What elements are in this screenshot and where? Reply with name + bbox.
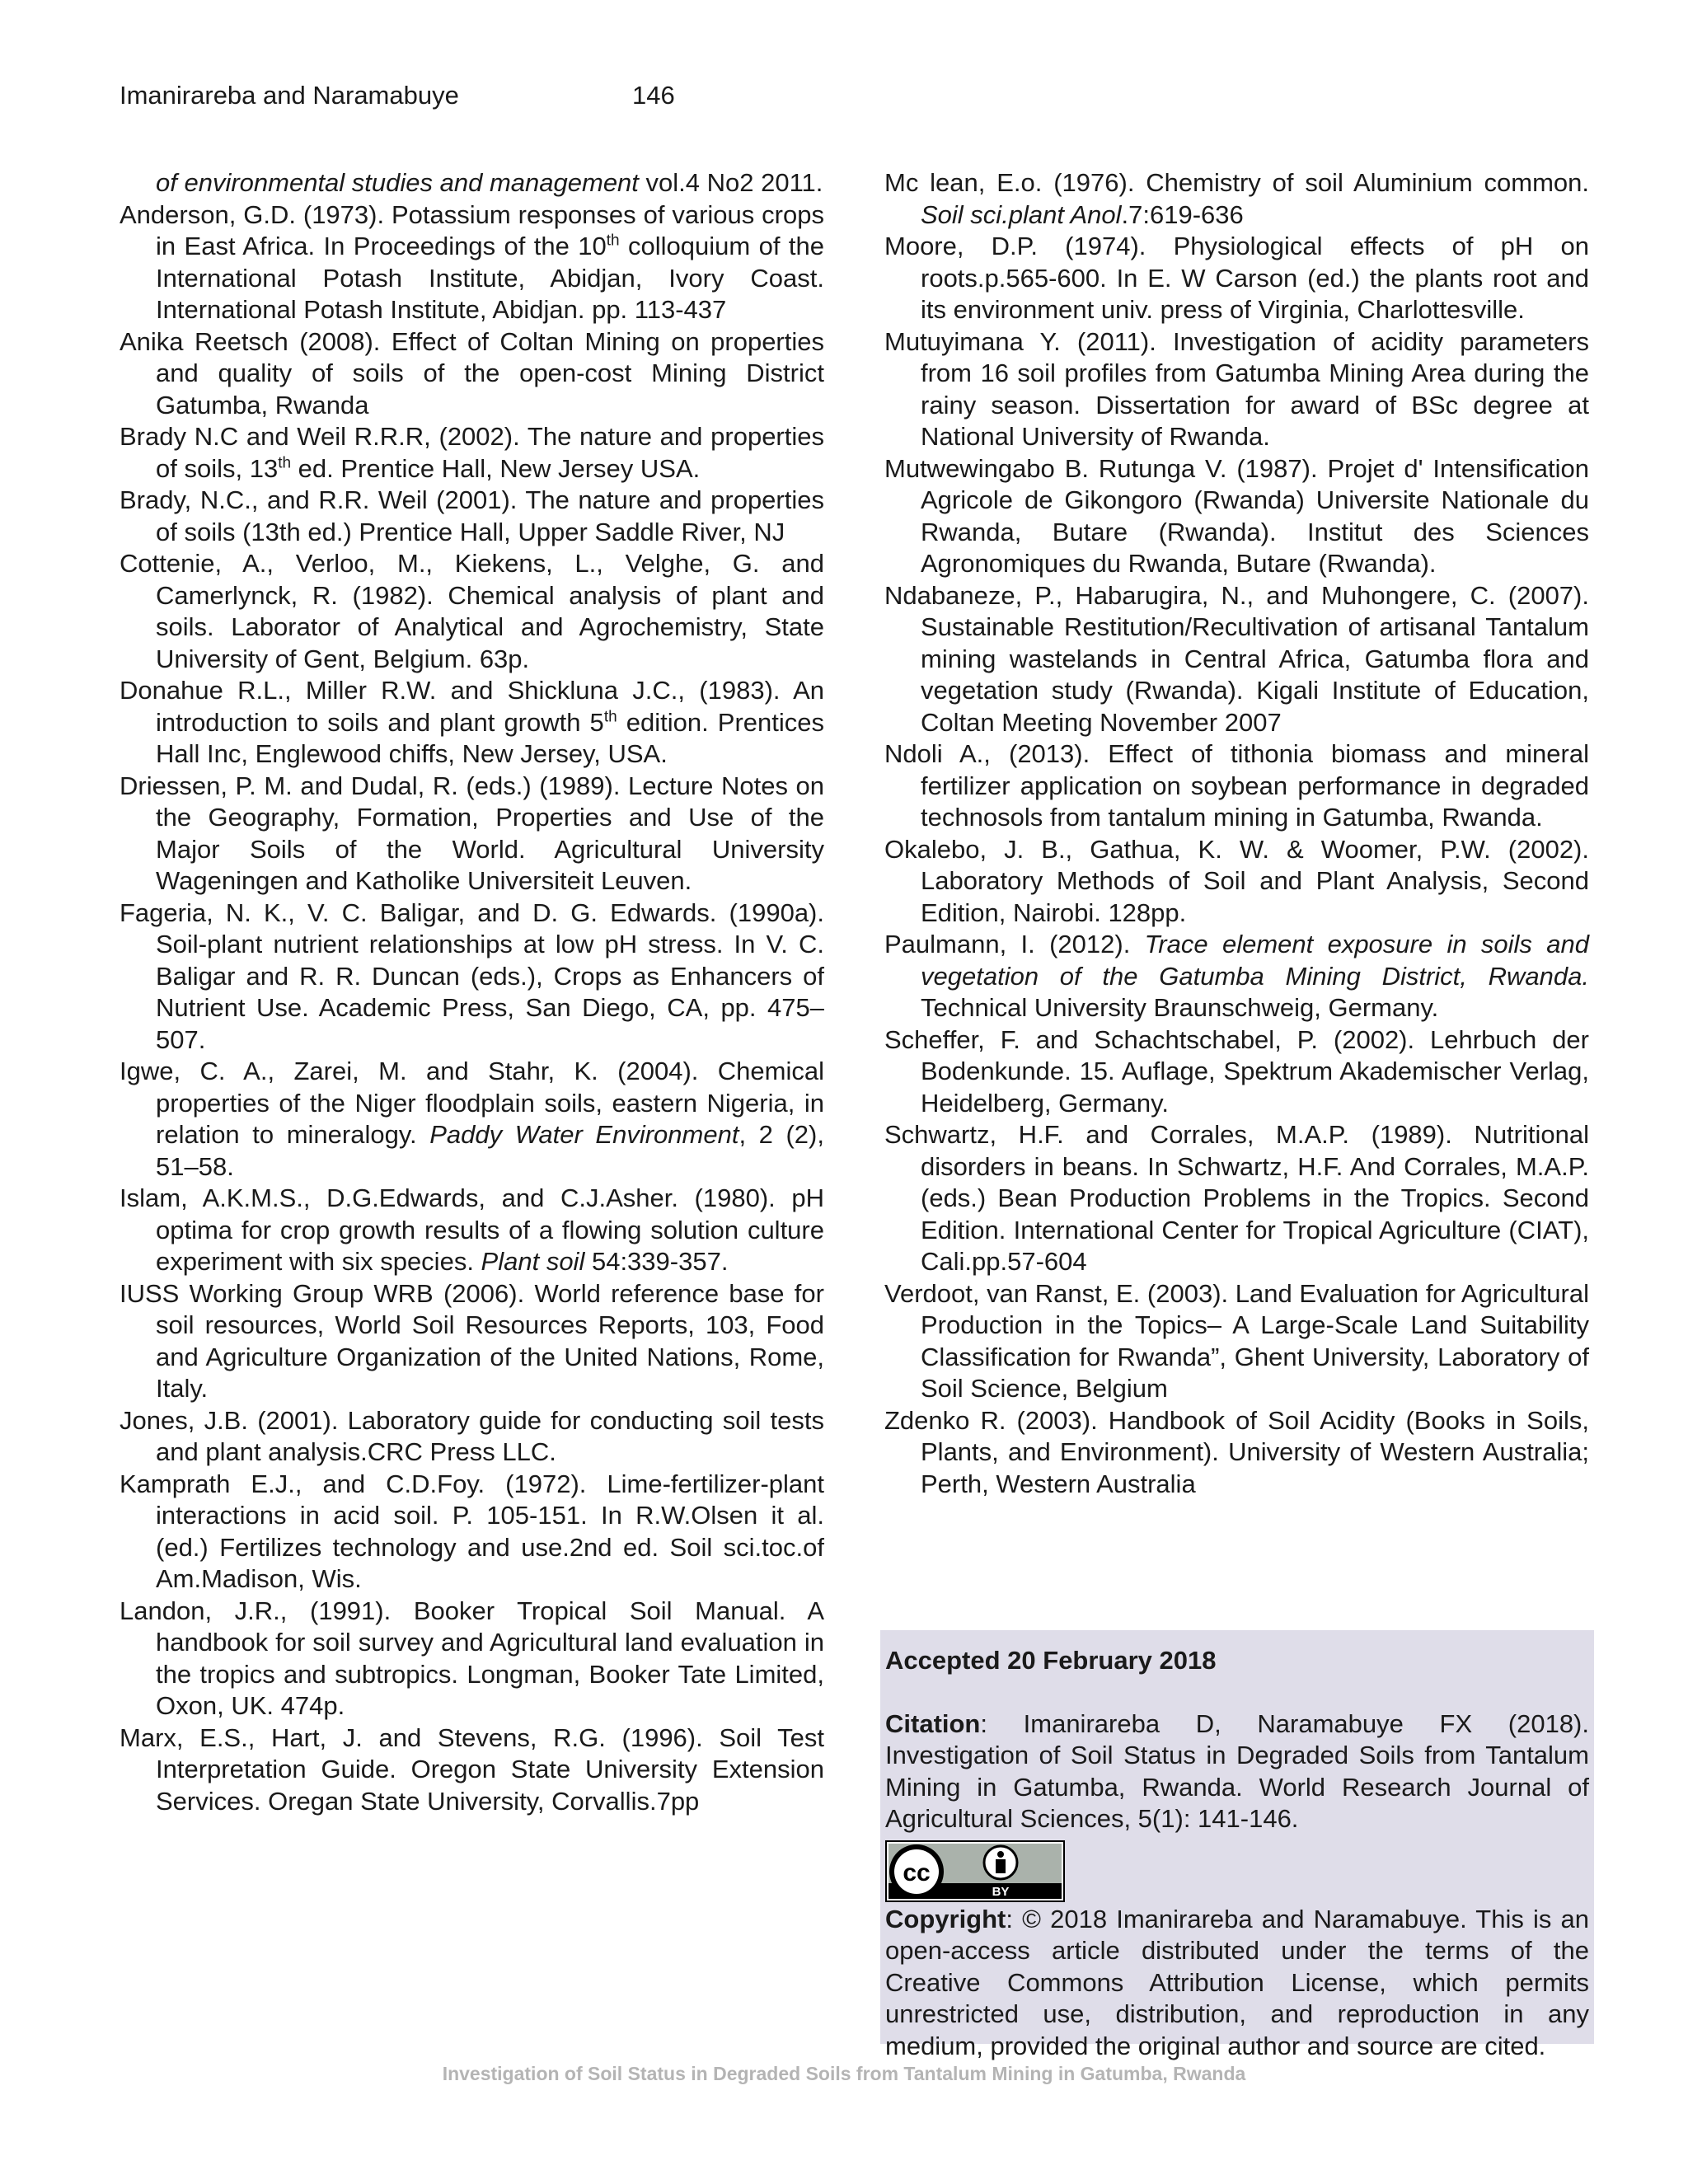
reference-text: Soil sci.plant Anol: [921, 199, 1122, 229]
reference-text: Zdenko R. (2003). Handbook of Soil Acidity (Books in Soils, Plants, and Environment). University of Western Australia; Perth, Western Australia: [884, 1405, 1589, 1498]
reference-text: Mc lean, E.o. (1976). Chemistry of soil Aluminium common.: [884, 168, 1589, 197]
copyright: [885, 1904, 1589, 2063]
ref-brady-2001: [120, 485, 824, 548]
reference-text: Brady N.C and Weil R.R.R, (2002). The nature and properties of soils, 13: [120, 422, 824, 483]
reference-text: Mutwewingabo B. Rutunga V. (1987). Projet d' Intensification Agricole de Gikongoro (Rwanda) Universite Nationale du Rwanda, Butare (Rwanda). Institut des Sciences Agronomiques du Rwanda, Butare (Rwanda).: [884, 453, 1589, 578]
article-info-box: [880, 1630, 1594, 2060]
ref-ndoli: [884, 738, 1589, 834]
reference-text: Trace element exposure in soils and vegetation of the Gatumba Mining District, Rwanda.: [921, 930, 1589, 991]
reference-text: Islam, A.K.M.S., D.G.Edwards, and C.J.Asher. (1980). pH optima for crop growth results of a flowing solution culture experiment with six species.: [120, 1183, 824, 1276]
svg-text:cc: cc: [903, 1858, 931, 1886]
ref-anderson: [120, 199, 824, 326]
reference-text: IUSS Working Group WRB (2006). World reference base for soil resources, World Soil Resources Reports, 103, Food and Agriculture Organization of the United Nations, Rome, Italy.: [120, 1278, 824, 1403]
reference-text: Cottenie, A., Verloo, M., Kiekens, L., Velghe, G. and Camerlynck, R. (1982). Chemical analysis of plant and soils. Laborator of Analytical and Agrochemistry, State University of Gent, Belgium. 63p.: [120, 549, 824, 673]
ref-moore: [884, 231, 1589, 326]
citation-text: : Imanirareba D, Naramabuye FX (2018). Investigation of Soil Status in Degraded Soils from Tantalum Mining in Gatumba, Rwanda. World Research Journal of Agricultural Sciences, 5(1): 141-146.: [885, 1708, 1589, 1833]
ref-mclean: [884, 167, 1589, 231]
reference-text: Technical University Braunschweig, Germany.: [921, 993, 1439, 1022]
ref-paulmann: [884, 929, 1589, 1024]
reference-text: Paulmann, I. (2012).: [884, 930, 1145, 958]
reference-text: Moore, D.P. (1974). Physiological effects of pH on roots.p.565-600. In E. W Carson (ed.) the plants root and its environment univ. press of Virginia, Charlottesville.: [884, 232, 1589, 324]
ref-kamprath: [120, 1469, 824, 1596]
ref-landon: [120, 1596, 824, 1722]
reference-text: th: [278, 454, 292, 472]
ref-mutwewingabo: [884, 453, 1589, 580]
reference-text: Verdoot, van Ranst, E. (2003). Land Evaluation for Agricultural Production in the Topics– A Large-Scale Land Suitability Classification for Rwanda”, Ghent University, Laboratory of Soil Science, Belgium: [884, 1278, 1589, 1403]
ref-mutuyimana: [884, 326, 1589, 453]
ref-fageria: [120, 898, 824, 1057]
reference-text: Marx, E.S., Hart, J. and Stevens, R.G. (1996). Soil Test Interpretation Guide. Oregon State University Extension Services. Oregan State University, Corvallis.7pp: [120, 1722, 824, 1816]
footer-title: Investigation of Soil Status in Degraded Soils from Tantalum Mining in Gatumba, Rwanda: [442, 2063, 1246, 2084]
reference-text: Kamprath E.J., and C.D.Foy. (1972). Lime-fertilizer-plant interactions in acid soil. P. 105-151. In R.W.Olsen it al. (ed.) Fertilizes technology and use.2nd ed. Soil sci.toc.of Am.Madison, Wis.: [120, 1469, 824, 1593]
ref-driessen: [120, 771, 824, 898]
references-right-column: [884, 167, 1589, 1500]
ref-igwe: [120, 1056, 824, 1183]
ref-ndabaneze: [884, 580, 1589, 739]
reference-text: Anderson, G.D. (1973). Potassium responses of various crops in East Africa. In Proceedings of the 10: [120, 199, 824, 260]
reference-text: edition. Prentices Hall Inc, Englewood chiffs, New Jersey, USA.: [156, 707, 825, 768]
ref-brady-2002: [120, 421, 824, 485]
ref-jones: [120, 1405, 824, 1469]
reference-text: Landon, J.R., (1991). Booker Tropical Soil Manual. A handbook for soil survey and Agricultural land evaluation in the tropics and subtropics. Longman, Booker Tate Limited, Oxon, UK. 474p.: [120, 1596, 824, 1720]
ref-okalebo: [884, 834, 1589, 930]
reference-text: Igwe, C. A., Zarei, M. and Stahr, K. (2004). Chemical properties of the Niger floodplain soils, eastern Nigeria, in relation to mineralogy.: [120, 1057, 824, 1149]
reference-text: Jones, J.B. (2001). Laboratory guide for conducting soil tests and plant analysis.CRC Press LLC.: [120, 1405, 824, 1466]
accepted-date: Accepted 20 February 2018: [885, 1646, 1217, 1675]
reference-text: .7:619-636: [1121, 199, 1244, 229]
reference-text: th: [606, 232, 620, 250]
reference-text: vol.4 No2 2011.: [638, 168, 823, 197]
ref-verdoot: [884, 1278, 1589, 1405]
cc-by-label: BY: [992, 1884, 1010, 1899]
page-number: 146: [632, 81, 675, 110]
references-left-column: [120, 167, 824, 1817]
reference-text: Driessen, P. M. and Dudal, R. (eds.) (1989). Lecture Notes on the Geography, Formation, Properties and Use of the Major Soils of the World. Agricultural University Wageningen and Katholike Universiteit Leuven.: [120, 771, 824, 895]
ref-marx: [120, 1722, 824, 1818]
reference-text: Anika Reetsch (2008). Effect of Coltan Mining on properties and quality of soils of the open-cost Mining District Gatumba, Rwanda: [120, 326, 824, 419]
reference-text: Fageria, N. K., V. C. Baligar, and D. G. Edwards. (1990a). Soil-plant nutrient relationships at low pH stress. In V. C. Baligar and R. R. Duncan (eds.), Crops as Enhancers of Nutrient Use. Academic Press, San Diego, CA, pp. 475– 507.: [120, 898, 824, 1054]
reference-text: Brady, N.C., and R.R. Weil (2001). The nature and properties of soils (13th ed.) Prentice Hall, Upper Saddle River, NJ: [120, 485, 824, 546]
ref-cottenie: [120, 548, 824, 675]
ref-islam: [120, 1183, 824, 1278]
copyright-label: Copyright: [885, 1904, 1006, 1933]
reference-text: , 2 (2), 51–58.: [156, 1120, 824, 1181]
ref-zdenko: [884, 1405, 1589, 1501]
reference-text: Plant soil: [481, 1247, 585, 1276]
reference-text: Schwartz, H.F. and Corrales, M.A.P. (1989). Nutritional disorders in beans. In Schwartz, H.F. And Corrales, M.A.P. (eds.) Bean Production Problems in the Tropics. Second Edition. International Center for Tropical Agriculture (CIAT), Cali.pp.57-604: [884, 1120, 1589, 1276]
reference-text: Scheffer, F. and Schachtschabel, P. (2002). Lehrbuch der Bodenkunde. 15. Auflage, Spektrum Akademischer Verlag, Heidelberg, Germany.: [884, 1024, 1589, 1118]
reference-text: th: [603, 708, 617, 726]
reference-text: ed. Prentice Hall, New Jersey USA.: [291, 453, 701, 483]
reference-text: Donahue R.L., Miller R.W. and Shickluna J.C., (1983). An introduction to soils and plant growth 5: [120, 676, 824, 737]
reference-text: of environmental studies and management: [156, 168, 639, 197]
running-head: [120, 79, 675, 112]
cc-by-license-icon[interactable]: [885, 1840, 1065, 1902]
ref-reetsch: [120, 326, 824, 422]
citation-label: Citation: [885, 1708, 981, 1738]
reference-text: Paddy Water Environment: [429, 1120, 739, 1149]
reference-text: Mutuyimana Y. (2011). Investigation of acidity parameters from 16 soil profiles from Gatumba Mining Area during the rainy season. Dissertation for award of BSc degree at National University of Rwanda.: [884, 326, 1589, 451]
reference-text: Ndabaneze, P., Habarugira, N., and Muhongere, C. (2007). Sustainable Restitution/Recultivation of artisanal Tantalum mining wastelands in Central Africa, Gatumba flora and vegetation study (Rwanda). Kigali Institute of Education, Coltan Meeting November 2007: [884, 580, 1589, 737]
ref-donahue: [120, 675, 824, 771]
reference-text: 54:339-357.: [584, 1247, 729, 1276]
reference-text: Ndoli A., (2013). Effect of tithonia biomass and mineral fertilizer application on soybean performance in degraded technosols from tantalum mining in Gatumba, Rwanda.: [884, 739, 1589, 832]
ref-iuss: [120, 1278, 824, 1405]
reference-text: Okalebo, J. B., Gathua, K. W. & Woomer, P.W. (2002). Laboratory Methods of Soil and Plant Analysis, Second Edition, Nairobi. 128pp.: [884, 834, 1589, 927]
ref-environmental-studies: [120, 167, 824, 199]
ref-scheffer: [884, 1024, 1589, 1120]
reference-text: colloquium of the International Potash Institute, Abidjan, Ivory Coast. International Potash Institute, Abidjan. pp. 113-437: [156, 232, 824, 324]
ref-schwartz: [884, 1119, 1589, 1278]
citation: [885, 1708, 1589, 1835]
header-authors: Imanirareba and Naramabuye: [120, 81, 459, 110]
copyright-text: : © 2018 Imanirareba and Naramabuye. This is an open-access article distributed under the terms of the Creative Commons Attribution License, which permits unrestricted use, distribution, and reproduction in any medium, provided the original author and source are cited.: [885, 1904, 1589, 2060]
